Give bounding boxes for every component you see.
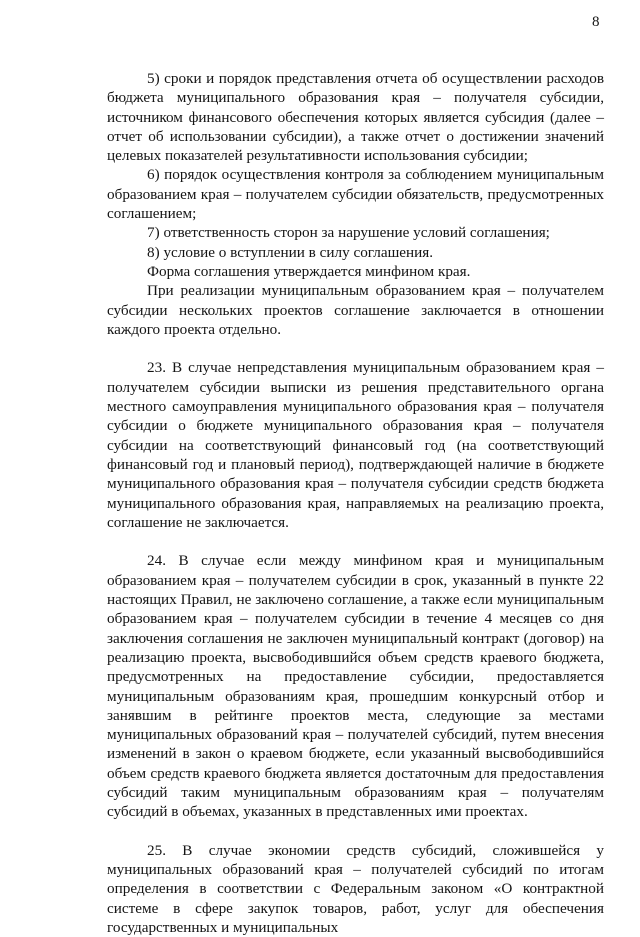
paragraph-item-5: 5) сроки и порядок представления отчета об осуществлении расходов бюджета муниципального образования края – получателя субсидии, источником финансового обеспечения которых является субсидия (далее – отчет об использовании субсидии), а также отчет о достижении значений целевых показателей результативности использования субсидии; xyxy=(107,70,604,165)
paragraph-item-7: 7) ответственность сторон за нарушение условий соглашения; xyxy=(147,224,550,242)
paragraph-item-6: 6) порядок осуществления контроля за соблюдением муниципальным образованием края – получателем субсидии обязательств, предусмотренных соглашением; xyxy=(107,166,604,223)
paragraph-item-8: 8) условие о вступлении в силу соглашения. xyxy=(147,243,434,261)
paragraph-multiple-projects: При реализации муниципальным образованием края – получателем субсидии нескольких проектов соглашение заключается в отношении каждого проекта отдельно. xyxy=(107,282,604,338)
paragraph-clause-23: 23. В случае непредставления муниципальным образованием края – получателем субсидии выписки из решения представительного органа местного самоуправления муниципального образования края – получателя субсидии о бюджете муниципального образования края – получателя субсидии на соответствующий финансовый год (на соответствующий финансовый год и плановый период), подтверждающей наличие в бюджете муниципального образования края – получателя субсидии средств бюджета муниципального образования края, направляемых на реализацию проекта, соглашение не заключается. xyxy=(107,359,604,531)
document-body xyxy=(107,69,604,937)
paragraph-agreement-form: Форма соглашения утверждается минфином края. xyxy=(147,262,471,280)
paragraph-clause-25: 25. В случае экономии средств субсидий, сложившейся у муниципальных образований края – получателей субсидий по итогам определения в соответствии с Федеральным законом «О контрактной системе в сфере закупок товаров, работ, услуг для обеспечения государственных и муниципальных xyxy=(107,841,604,937)
paragraph-clause-24: 24. В случае если между минфином края и муниципальным образованием края – получателем субсидии в срок, указанный в пункте 22 настоящих Правил, не заключено соглашение, а также если муниципальным образованием края – получателем субсидии в течение 4 месяцев со дня заключения соглашения не заключен муниципальный контракт (договор) на реализацию проекта, высвободившийся объем средств краевого бюджета, предусмотренных на предоставление субсидии, предоставляется муниципальным образованиям края, прошедшим конкурсный отбор и занявшим в рейтинге проектов места, следующие за местами муниципальных образований края – получателей субсидий, путем внесения изменений в закон о краевом бюджете, если указанный высвободившийся объем средств краевого бюджета является достаточным для предоставления субсидий таким муниципальным образованиям края – получателям субсидий в объемах, указанных в представленных ими проектах. xyxy=(107,552,604,821)
page-number: 8 xyxy=(592,14,600,30)
